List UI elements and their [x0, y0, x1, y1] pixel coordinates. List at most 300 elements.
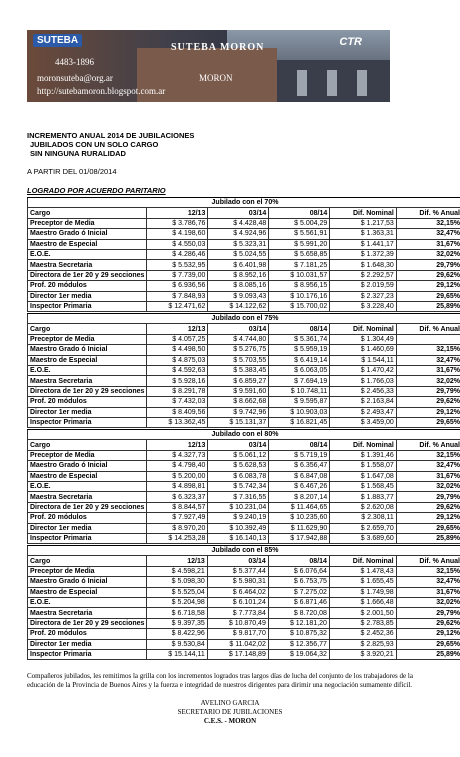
cell-value: $ 4.198,60: [147, 229, 208, 239]
row-label: Preceptor de Media: [28, 334, 147, 344]
cell-value: $ 5.098,30: [147, 577, 207, 587]
table-group-title: Jubilado con el 85%: [28, 546, 460, 556]
column-header: Dif. % Anual: [396, 324, 460, 334]
table-group-row: [28, 314, 460, 324]
table-group-row: [28, 198, 460, 208]
cell-value: $ 1.544,11: [330, 355, 397, 365]
cell-value: $ 7.848,93: [147, 291, 208, 301]
cell-value: $ 6.356,47: [269, 461, 330, 471]
table-header-row: [28, 440, 460, 450]
cell-value: 29,79%: [396, 492, 460, 502]
cell-value: $ 8.409,56: [147, 407, 208, 417]
column-header: 03/14: [207, 556, 268, 566]
table-row: [28, 587, 460, 597]
cell-value: $ 14.253,28: [147, 533, 208, 543]
column-header: 08/14: [269, 440, 330, 450]
cell-value: $ 8.291,78: [147, 386, 208, 396]
table-row: [28, 386, 460, 396]
cell-value: 29,12%: [396, 407, 460, 417]
cell-value: $ 10.748,11: [269, 386, 330, 396]
cell-value: $ 5.061,12: [208, 450, 269, 460]
cell-value: $ 12.356,77: [268, 639, 329, 649]
salary-table: [27, 429, 460, 544]
cell-value: $ 6.464,02: [207, 587, 268, 597]
cell-value: 32,02%: [396, 376, 460, 386]
cell-value: $ 7.694,19: [269, 376, 330, 386]
column-header: Dif. Nominal: [330, 208, 397, 218]
row-label: Prof. 20 módulos: [28, 513, 147, 523]
footer-message: Compañeros jubilados, les remitimos la grilla con los incrementos logrados tras largos días de lucha del conjunto de los trabajadores de la educación de la Provincia de Buenos Aires y la fuerza e integridad de nuestros dirigentes para dirimir una negociación sumamente difícil.: [27, 672, 413, 689]
row-label: Preceptor de Media: [28, 566, 147, 576]
banner-blog-link[interactable]: http://sutebamoron.blogspot.com.ar: [37, 86, 166, 96]
cell-value: $ 17.148,89: [207, 649, 268, 659]
cell-value: $ 3.786,76: [147, 218, 208, 228]
column-header: 12/13: [147, 324, 208, 334]
table-row: [28, 649, 460, 659]
cell-value: 32,15%: [396, 566, 460, 576]
column-header: 08/14: [268, 556, 329, 566]
cell-value: $ 1.648,30: [330, 260, 397, 270]
row-label: Director 1er media: [28, 291, 147, 301]
cell-value: $ 2.452,36: [329, 629, 396, 639]
column-header: Dif. % Anual: [396, 208, 460, 218]
cell-value: $ 6.467,26: [269, 481, 330, 491]
row-label: Directora de 1er 20 y 29 secciones: [28, 618, 147, 628]
column-header: Cargo: [28, 556, 147, 566]
cell-value: $ 10.176,16: [269, 291, 330, 301]
cell-value: $ 8.662,68: [208, 397, 269, 407]
cell-value: 32,47%: [396, 355, 460, 365]
cell-value: $ 15.700,02: [269, 301, 330, 311]
cell-value: $ 15.144,11: [147, 649, 207, 659]
salary-table: [27, 313, 460, 428]
cell-value: 29,79%: [396, 386, 460, 396]
header-banner-image: [27, 30, 390, 102]
cell-value: $ 1.478,43: [329, 566, 396, 576]
effective-date: A PARTIR DEL 01/08/2014: [27, 167, 117, 176]
cell-value: $ 4.924,96: [208, 229, 269, 239]
cell-value: $ 5.323,31: [208, 239, 269, 249]
row-label: Maestra Secretaria: [28, 260, 147, 270]
cell-value: $ 4.498,50: [147, 345, 208, 355]
table-header-row: [28, 208, 460, 218]
column-header: 03/14: [208, 324, 269, 334]
cell-value: $ 8.844,57: [147, 502, 208, 512]
cell-value: $ 2.620,08: [330, 502, 397, 512]
banner-email: moronsuteba@org.ar: [37, 73, 113, 83]
cell-value: $ 5.928,16: [147, 376, 208, 386]
signer-role: SECRETARIO DE JUBILACIONES: [177, 708, 283, 716]
column-header: 12/13: [147, 440, 208, 450]
row-label: Directora de 1er 20 y 29 secciones: [28, 502, 147, 512]
cell-value: $ 2.659,70: [330, 523, 397, 533]
table-row: [28, 577, 460, 587]
cell-value: $ 5.703,55: [208, 355, 269, 365]
banner-title: SUTEBA MORON: [171, 42, 265, 53]
banner-window: [327, 70, 337, 96]
cell-value: 25,89%: [396, 533, 460, 543]
cell-value: $ 5.276,75: [208, 345, 269, 355]
cell-value: $ 9.240,19: [208, 513, 269, 523]
row-label: Maestro Grado ó Inicial: [28, 577, 147, 587]
cell-value: $ 1.372,39: [330, 249, 397, 259]
row-label: Prof. 20 módulos: [28, 397, 147, 407]
cell-value: $ 1.647,08: [330, 471, 397, 481]
cell-value: $ 12.181,20: [268, 618, 329, 628]
table-row: [28, 345, 460, 355]
banner-window: [297, 70, 307, 96]
row-label: Maestra Secretaria: [28, 492, 147, 502]
cell-value: $ 2.308,11: [330, 513, 397, 523]
cell-value: $ 16.821,45: [269, 417, 330, 427]
cell-value: $ 6.847,08: [269, 471, 330, 481]
cell-value: 29,62%: [396, 618, 460, 628]
cell-value: $ 4.286,46: [147, 249, 208, 259]
cell-value: $ 1.883,77: [330, 492, 397, 502]
suteba-logo: SUTEBA: [33, 34, 82, 47]
cell-value: $ 5.658,85: [269, 249, 330, 259]
column-header: 08/14: [269, 208, 330, 218]
table-row: [28, 566, 460, 576]
table-row: [28, 397, 460, 407]
table-row: [28, 450, 460, 460]
cell-value: 32,15%: [396, 218, 460, 228]
cell-value: $ 10.235,60: [269, 513, 330, 523]
cell-value: $ 4.428,48: [208, 218, 269, 228]
table-row: [28, 281, 460, 291]
table-row: [28, 639, 460, 649]
cell-value: $ 11.464,65: [269, 502, 330, 512]
cell-value: $ 17.942,88: [269, 533, 330, 543]
row-label: Director 1er media: [28, 639, 147, 649]
table-header-row: [28, 324, 460, 334]
cell-value: 32,02%: [396, 597, 460, 607]
cell-value: 32,02%: [396, 249, 460, 259]
table-row: [28, 513, 460, 523]
cell-value: $ 9.397,35: [147, 618, 207, 628]
cell-value: $ 7.432,03: [147, 397, 208, 407]
cell-value: $ 11.042,02: [207, 639, 268, 649]
cell-value: $ 6.063,05: [269, 365, 330, 375]
table-row: [28, 481, 460, 491]
column-header: 12/13: [147, 556, 207, 566]
cell-value: 32,47%: [396, 577, 460, 587]
cell-value: $ 5.200,00: [147, 471, 208, 481]
column-header: 03/14: [208, 440, 269, 450]
cell-value: 32,15%: [396, 450, 460, 460]
cell-value: $ 5.383,45: [208, 365, 269, 375]
banner-place: MORON: [199, 73, 233, 83]
cell-value: $ 15.131,37: [208, 417, 269, 427]
table-row: [28, 291, 460, 301]
cell-value: $ 5.628,53: [208, 461, 269, 471]
cell-value: $ 1.666,48: [329, 597, 396, 607]
cell-value: $ 8.952,16: [208, 270, 269, 280]
cell-value: $ 5.024,55: [208, 249, 269, 259]
cell-value: $ 7.181,25: [269, 260, 330, 270]
cell-value: $ 8.207,14: [269, 492, 330, 502]
cell-value: $ 1.470,42: [330, 365, 397, 375]
row-label: Director 1er media: [28, 407, 147, 417]
banner-phone: 4483-1896: [55, 57, 94, 67]
cell-value: $ 5.742,34: [208, 481, 269, 491]
table-row: [28, 502, 460, 512]
cell-value: $ 6.936,56: [147, 281, 208, 291]
cell-value: $ 10.031,57: [269, 270, 330, 280]
cell-value: $ 5.377,44: [207, 566, 268, 576]
banner-window: [357, 70, 367, 96]
row-label: Prof. 20 módulos: [28, 629, 147, 639]
cell-value: $ 7.739,00: [147, 270, 208, 280]
table-row: [28, 270, 460, 280]
column-header: Dif. Nominal: [330, 440, 397, 450]
row-label: Maestro de Especial: [28, 239, 147, 249]
cell-value: $ 6.871,46: [268, 597, 329, 607]
column-header: Dif. % Anual: [396, 440, 460, 450]
table-group-title: Jubilado con el 75%: [28, 314, 460, 324]
cell-value: 29,65%: [396, 417, 460, 427]
table-row: [28, 334, 460, 344]
agreement-note: LOGRADO POR ACUERDO PARITARIO: [27, 186, 166, 195]
cell-value: $ 5.959,19: [269, 345, 330, 355]
cell-value: $ 6.419,14: [269, 355, 330, 365]
table-row: [28, 355, 460, 365]
cell-value: $ 9.530,84: [147, 639, 207, 649]
cell-value: $ 2.783,85: [329, 618, 396, 628]
column-header: 03/14: [208, 208, 269, 218]
cell-value: $ 6.401,98: [208, 260, 269, 270]
cell-value: $ 6.718,58: [147, 608, 207, 618]
cell-value: 25,89%: [396, 649, 460, 659]
table-row: [28, 461, 460, 471]
row-label: Director 1er media: [28, 523, 147, 533]
cell-value: 29,65%: [396, 523, 460, 533]
column-header: Cargo: [28, 324, 147, 334]
cell-value: $ 7.773,84: [207, 608, 268, 618]
row-label: Maestra Secretaria: [28, 376, 147, 386]
cell-value: $ 7.316,55: [208, 492, 269, 502]
doc-subtitle-2: SIN NINGUNA RURALIDAD: [30, 149, 126, 158]
cell-value: $ 1.460,69: [330, 345, 397, 355]
cell-value: $ 5.532,95: [147, 260, 208, 270]
row-label: Directora de 1er 20 y 29 secciones: [28, 386, 147, 396]
cell-value: 31,67%: [396, 471, 460, 481]
table-row: [28, 260, 460, 270]
table-row: [28, 376, 460, 386]
table-group-title: Jubilado con el 80%: [28, 430, 460, 440]
salary-table: [27, 545, 460, 660]
table-row: [28, 618, 460, 628]
table-row: [28, 608, 460, 618]
row-label: Inspector Primaria: [28, 533, 147, 543]
cell-value: 29,65%: [396, 639, 460, 649]
row-label: E.O.E.: [28, 365, 147, 375]
table-row: [28, 218, 460, 228]
row-label: Maestro Grado ó Inicial: [28, 461, 147, 471]
cell-value: $ 9.591,60: [208, 386, 269, 396]
row-label: Maestro Grado ó Inicial: [28, 229, 147, 239]
column-header: Cargo: [28, 208, 147, 218]
cell-value: $ 8.085,16: [208, 281, 269, 291]
cell-value: $ 1.441,17: [330, 239, 397, 249]
cell-value: $ 3.689,60: [330, 533, 397, 543]
cell-value: 29,62%: [396, 270, 460, 280]
cell-value: $ 8.422,96: [147, 629, 207, 639]
cell-value: $ 5.004,29: [269, 218, 330, 228]
cell-value: $ 9.595,87: [269, 397, 330, 407]
cell-value: 29,79%: [396, 260, 460, 270]
cell-value: $ 2.019,59: [330, 281, 397, 291]
salary-table: [27, 197, 460, 312]
table-row: [28, 407, 460, 417]
doc-subtitle-1: JUBILADOS CON UN SOLO CARGO: [30, 140, 159, 149]
cell-value: 31,67%: [396, 365, 460, 375]
cell-value: $ 5.204,98: [147, 597, 207, 607]
cell-value: $ 6.859,27: [208, 376, 269, 386]
cell-value: 29,12%: [396, 629, 460, 639]
row-label: Maestro de Especial: [28, 355, 147, 365]
cell-value: $ 4.592,63: [147, 365, 208, 375]
cell-value: $ 4.875,03: [147, 355, 208, 365]
cell-value: $ 1.304,49: [330, 334, 397, 344]
cell-value: $ 4.798,40: [147, 461, 208, 471]
cell-value: $ 10.231,04: [208, 502, 269, 512]
cell-value: $ 2.327,23: [330, 291, 397, 301]
table-row: [28, 365, 460, 375]
cell-value: $ 7.927,49: [147, 513, 208, 523]
cell-value: $ 8.956,15: [269, 281, 330, 291]
row-label: Prof. 20 módulos: [28, 281, 147, 291]
cell-value: $ 6.101,24: [207, 597, 268, 607]
cell-value: 31,67%: [396, 587, 460, 597]
row-label: Inspector Primaria: [28, 649, 147, 659]
cell-value: $ 4.550,03: [147, 239, 208, 249]
cell-value: $ 2.001,50: [329, 608, 396, 618]
cell-value: $ 9.093,43: [208, 291, 269, 301]
table-row: [28, 249, 460, 259]
cell-value: $ 16.140,13: [208, 533, 269, 543]
cell-value: $ 1.655,45: [329, 577, 396, 587]
cell-value: $ 5.719,19: [269, 450, 330, 460]
cell-value: $ 2.825,93: [329, 639, 396, 649]
table-row: [28, 492, 460, 502]
column-header: 12/13: [147, 208, 208, 218]
cell-value: $ 3.920,21: [329, 649, 396, 659]
column-header: Dif. Nominal: [330, 324, 397, 334]
table-header-row: [28, 556, 460, 566]
cell-value: $ 8.970,20: [147, 523, 208, 533]
row-label: Maestro de Especial: [28, 471, 147, 481]
cell-value: $ 1.363,31: [330, 229, 397, 239]
doc-title: INCREMENTO ANUAL 2014 DE JUBILACIONES: [27, 131, 195, 140]
column-header: 08/14: [269, 324, 330, 334]
cell-value: $ 8.720,08: [268, 608, 329, 618]
row-label: Directora de 1er 20 y 29 secciones: [28, 270, 147, 280]
table-group-title: Jubilado con el 70%: [28, 198, 460, 208]
cell-value: $ 9.817,70: [207, 629, 268, 639]
table-row: [28, 229, 460, 239]
table-group-row: [28, 546, 460, 556]
cell-value: $ 10.392,49: [208, 523, 269, 533]
cell-value: $ 1.217,53: [330, 218, 397, 228]
cell-value: $ 1.766,03: [330, 376, 397, 386]
row-label: E.O.E.: [28, 481, 147, 491]
column-header: Cargo: [28, 440, 147, 450]
row-label: Maestro Grado ó Inicial: [28, 345, 147, 355]
table-row: [28, 471, 460, 481]
cell-value: 29,12%: [396, 513, 460, 523]
row-label: Maestro de Especial: [28, 587, 147, 597]
cell-value: $ 1.558,07: [330, 461, 397, 471]
cell-value: $ 2.456,33: [330, 386, 397, 396]
cell-value: $ 4.327,73: [147, 450, 208, 460]
cell-value: 31,67%: [396, 239, 460, 249]
table-group-row: [28, 430, 460, 440]
table-row: [28, 417, 460, 427]
cell-value: $ 7.275,02: [268, 587, 329, 597]
row-label: Inspector Primaria: [28, 301, 147, 311]
cell-value: 29,79%: [396, 608, 460, 618]
cell-value: 32,47%: [396, 461, 460, 471]
row-label: Preceptor de Media: [28, 218, 147, 228]
column-header: Dif. Nominal: [329, 556, 396, 566]
cell-value: $ 1.391,46: [330, 450, 397, 460]
row-label: Maestra Secretaria: [28, 608, 147, 618]
cell-value: 29,62%: [396, 502, 460, 512]
signer-org: C.E.S. - MORON: [203, 717, 257, 725]
table-row: [28, 239, 460, 249]
cell-value: $ 6.753,75: [268, 577, 329, 587]
cell-value: $ 4.057,25: [147, 334, 208, 344]
cell-value: $ 1.749,98: [329, 587, 396, 597]
cell-value: $ 10.870,49: [207, 618, 268, 628]
row-label: Inspector Primaria: [28, 417, 147, 427]
cell-value: $ 2.493,47: [330, 407, 397, 417]
cell-value: $ 5.361,74: [269, 334, 330, 344]
cell-value: $ 5.991,20: [269, 239, 330, 249]
cell-value: $ 5.561,91: [269, 229, 330, 239]
cell-value: $ 19.064,32: [268, 649, 329, 659]
cell-value: 29,65%: [396, 291, 460, 301]
table-row: [28, 523, 460, 533]
cell-value: $ 10.875,32: [268, 629, 329, 639]
column-header: Dif. % Anual: [396, 556, 460, 566]
cell-value: $ 6.083,78: [208, 471, 269, 481]
cell-value: $ 14.122,62: [208, 301, 269, 311]
row-label: E.O.E.: [28, 597, 147, 607]
cell-value: $ 5.525,04: [147, 587, 207, 597]
cell-value: $ 2.292,57: [330, 270, 397, 280]
cell-value: 32,15%: [396, 345, 460, 355]
ctr-logo: CTR: [339, 36, 362, 48]
cell-value: [396, 334, 460, 344]
cell-value: $ 6.323,37: [147, 492, 208, 502]
cell-value: $ 3.459,00: [330, 417, 397, 427]
cell-value: 32,02%: [396, 481, 460, 491]
table-row: [28, 533, 460, 543]
cell-value: $ 4.744,80: [208, 334, 269, 344]
cell-value: $ 1.568,45: [330, 481, 397, 491]
cell-value: $ 5.980,31: [207, 577, 268, 587]
row-label: Preceptor de Media: [28, 450, 147, 460]
cell-value: $ 9.742,96: [208, 407, 269, 417]
cell-value: $ 4.898,81: [147, 481, 208, 491]
cell-value: 25,89%: [396, 301, 460, 311]
signer-name: AVELINO GARCIA: [200, 699, 260, 707]
table-row: [28, 301, 460, 311]
cell-value: $ 4.598,21: [147, 566, 207, 576]
cell-value: $ 3.228,40: [330, 301, 397, 311]
